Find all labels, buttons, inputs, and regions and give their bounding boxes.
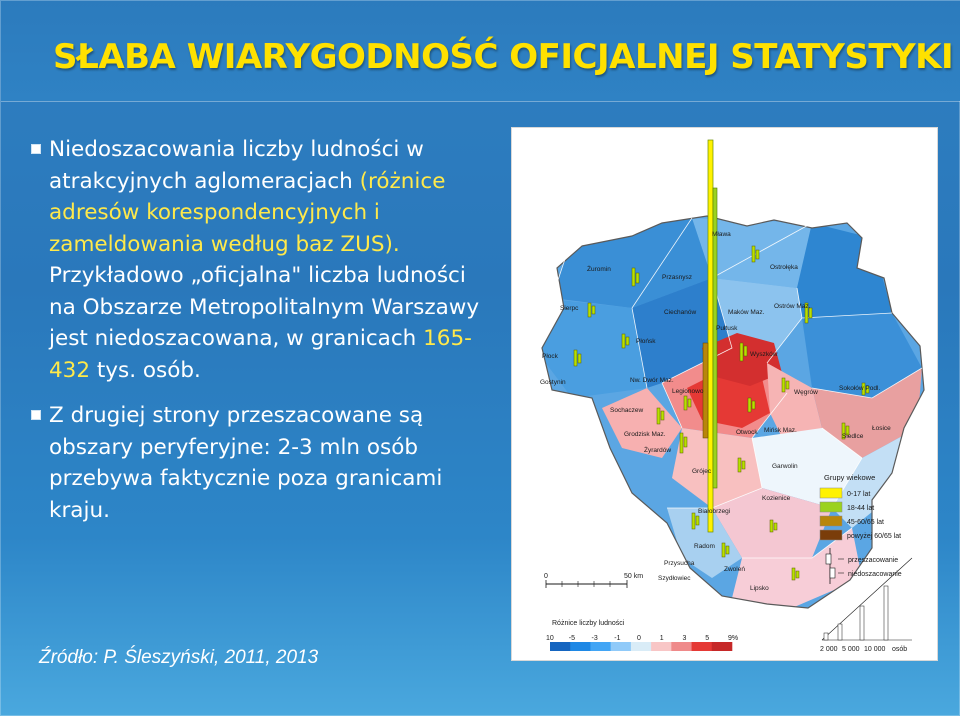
scale-start-label: 0 bbox=[544, 573, 548, 580]
bullet-1-text-a: Niedoszacowania liczby ludności w atrakcyjnych aglomeracjach bbox=[49, 137, 424, 194]
difference-swatch bbox=[570, 642, 591, 651]
over-marker-icon bbox=[826, 554, 831, 564]
place-label: Żyrardów bbox=[644, 447, 672, 454]
place-label: Kozienice bbox=[762, 495, 791, 502]
difference-tick: 3 bbox=[682, 635, 687, 642]
legend-swatch-45-60 bbox=[820, 516, 842, 526]
difference-swatch bbox=[651, 642, 672, 651]
difference-swatch bbox=[611, 642, 632, 651]
difference-legend-title: Różnice liczby ludności bbox=[552, 620, 625, 627]
place-label: Gostynin bbox=[540, 379, 566, 386]
place-label: Radom bbox=[694, 543, 715, 550]
legend-label: powyżej 60/65 lat bbox=[847, 533, 902, 540]
legend-label: 45-60/65 lat bbox=[847, 519, 884, 526]
bullet-square-icon bbox=[31, 144, 41, 154]
size-tick: 10 000 bbox=[864, 646, 886, 653]
place-label: Sochaczew bbox=[610, 407, 644, 414]
age-legend-title: Grupy wiekowe bbox=[824, 473, 876, 482]
difference-tick-labels bbox=[546, 635, 738, 642]
place-label: Ostrów Maz. bbox=[774, 303, 811, 310]
source-citation: Źródło: P. Śleszyński, 2011, 2013 bbox=[39, 647, 319, 668]
bullet-1-highlight-b: 165-432 bbox=[49, 326, 472, 383]
difference-color-bar bbox=[550, 642, 732, 651]
place-label: Siedlce bbox=[842, 433, 864, 440]
place-label: Płock bbox=[542, 353, 558, 360]
place-label: Grodzisk Maz. bbox=[624, 431, 666, 438]
place-label: Żuromin bbox=[587, 266, 611, 273]
place-label: Nw. Dwór Maz. bbox=[630, 377, 674, 384]
place-label: Mława bbox=[712, 231, 731, 238]
bullet-1-highlight-a: (różnice adresów korespondencyjnych i zameldowania według baz ZUS). bbox=[49, 168, 446, 257]
place-label: Wyszków bbox=[750, 351, 778, 358]
slide-title: SŁABA WIARYGODNOŚĆ OFICJALNEJ STATYSTYKI bbox=[53, 37, 954, 77]
place-label: Legionowo bbox=[672, 388, 704, 395]
legend-swatch-18-44 bbox=[820, 502, 842, 512]
difference-tick: -1 bbox=[614, 635, 621, 642]
legend-label: 0-17 lat bbox=[847, 491, 871, 498]
bullet-item-2 bbox=[31, 400, 491, 526]
place-label: Węgrów bbox=[794, 389, 818, 396]
place-label: Otwock bbox=[736, 429, 758, 436]
difference-tick: 10 bbox=[546, 635, 554, 642]
place-label: Ciechanów bbox=[664, 309, 697, 316]
difference-tick: 5 bbox=[705, 635, 710, 642]
bullet-square-icon bbox=[31, 410, 41, 420]
map-figure bbox=[511, 127, 938, 661]
title-divider bbox=[1, 101, 960, 102]
difference-tick: 1 bbox=[659, 635, 664, 642]
size-tick: osób bbox=[892, 646, 908, 653]
difference-tick: 9% bbox=[728, 635, 739, 642]
bullet-list bbox=[31, 134, 491, 540]
legend-swatch-0-17 bbox=[820, 488, 842, 498]
place-label: Zwoleń bbox=[724, 566, 745, 573]
place-label: Garwolin bbox=[772, 463, 798, 470]
scale-end-label: 50 km bbox=[624, 573, 644, 580]
difference-legend bbox=[546, 620, 738, 651]
difference-swatch bbox=[712, 642, 733, 651]
difference-tick: -5 bbox=[568, 635, 575, 642]
place-label: Białobrzegi bbox=[698, 508, 731, 515]
legend-label: 18-44 lat bbox=[847, 505, 875, 512]
legend-swatch-60plus bbox=[820, 530, 842, 540]
place-label: Mińsk Maz. bbox=[764, 427, 797, 434]
bullet-item-1 bbox=[31, 134, 491, 386]
place-label: Pułtusk bbox=[716, 325, 738, 332]
difference-tick: -3 bbox=[591, 635, 598, 642]
place-label: Sierpc bbox=[560, 305, 579, 312]
scale-bar bbox=[544, 573, 643, 588]
difference-swatch bbox=[692, 642, 713, 651]
difference-swatch bbox=[631, 642, 652, 651]
under-marker-icon bbox=[830, 568, 835, 578]
size-tick: 2 000 bbox=[820, 646, 838, 653]
bullet-1-text-c: tys. osób. bbox=[90, 357, 201, 383]
place-label: Przasnysz bbox=[662, 274, 692, 281]
place-label: Płońsk bbox=[636, 338, 656, 345]
place-label: Sokołów Podl. bbox=[839, 385, 881, 392]
place-label: Szydłowiec bbox=[658, 575, 691, 582]
size-tick: 5 000 bbox=[842, 646, 860, 653]
difference-swatch bbox=[550, 642, 571, 651]
place-label: Przysucha bbox=[664, 560, 695, 567]
bullet-1-text-b: Przykładowo „oficjalna" liczba ludności na Obszarze Metropolitalnym Warszawy jest niedoszacowana, w granicach bbox=[49, 263, 480, 351]
difference-swatch bbox=[590, 642, 611, 651]
difference-tick: 0 bbox=[637, 635, 641, 642]
place-label: Łosice bbox=[872, 425, 891, 432]
bullet-2-text: Z drugiej strony przeszacowane są obszary peryferyjne: 2-3 mln osób przebywa faktycznie poza granicami kraju. bbox=[49, 403, 443, 523]
place-label: Grójec bbox=[692, 468, 712, 475]
place-label: Lipsko bbox=[750, 585, 769, 592]
difference-swatch bbox=[671, 642, 692, 651]
place-label: Ostrołęka bbox=[770, 264, 798, 271]
place-label: Maków Maz. bbox=[728, 309, 765, 316]
mazowsze-map-svg bbox=[512, 128, 939, 662]
legend-under-label: niedoszacowanie bbox=[848, 571, 902, 578]
legend-over-label: przeszacowanie bbox=[848, 557, 899, 564]
